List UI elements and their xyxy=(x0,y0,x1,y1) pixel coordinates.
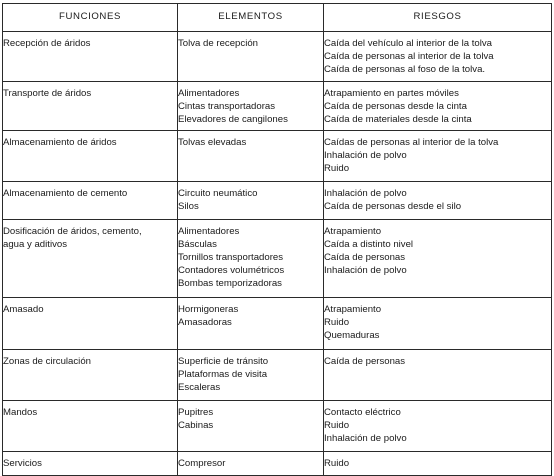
elemento-text: Básculas xyxy=(178,239,217,251)
elemento-text: Alimentadores xyxy=(178,226,240,238)
riesgo-text: Caída de personas xyxy=(324,356,406,368)
funcion-text: Recepción de áridos xyxy=(3,38,91,49)
elementos-cell xyxy=(178,182,324,220)
table-row xyxy=(3,401,552,452)
elementos-cell xyxy=(178,350,324,401)
elemento-text: Silos xyxy=(178,201,199,213)
funcion-cell xyxy=(3,182,178,220)
table-row xyxy=(3,452,552,476)
elemento-text: Circuito neumático xyxy=(178,188,258,200)
funcion-cell xyxy=(3,131,178,182)
elemento-text: Plataformas de visita xyxy=(178,369,268,381)
elemento-text: Escaleras xyxy=(178,381,221,393)
riesgo-text: Ruido xyxy=(324,420,350,432)
elementos-cell xyxy=(178,220,324,298)
riesgo-text: Caída de personas al interior de la tolva xyxy=(324,50,494,62)
funcion-text: Almacenamiento de áridos xyxy=(3,137,117,149)
funcion-text: Dosificación de áridos, cemento, agua y aditivos xyxy=(3,226,142,251)
elemento-text: Bombas temporizadoras xyxy=(178,277,282,289)
header-elementos: ELEMENTOS xyxy=(178,4,324,32)
funcion-cell xyxy=(3,220,178,298)
riesgo-text: Atrapamiento en partes móviles xyxy=(324,88,459,99)
table-row xyxy=(3,350,552,401)
riesgo-text: Inhalación de polvo xyxy=(324,432,407,444)
riesgo-text: Ruido xyxy=(324,458,350,470)
funcion-cell xyxy=(3,298,178,350)
funcion-cell xyxy=(3,82,178,131)
riesgo-text: Caída de personas desde el silo xyxy=(324,201,462,213)
riesgo-text: Inhalación de polvo xyxy=(324,150,407,162)
elemento-text: Compresor xyxy=(178,458,226,470)
riesgos-cell xyxy=(324,32,552,82)
riesgos-cell xyxy=(324,298,552,350)
elementos-cell xyxy=(178,131,324,182)
table-row xyxy=(3,220,552,298)
riesgos-cell xyxy=(324,82,552,131)
elemento-text: Hormigoneras xyxy=(178,304,239,316)
table-row xyxy=(3,32,552,82)
riesgos-cell xyxy=(324,220,552,298)
elementos-cell xyxy=(178,452,324,476)
riesgo-text: Caída a distinto nivel xyxy=(324,239,414,251)
riesgo-text: Caída de personas desde la cinta xyxy=(324,100,467,112)
elemento-text: Tornillos transportadores xyxy=(178,251,284,263)
header-riesgos: RIESGOS xyxy=(324,4,552,32)
riesgo-text: Quemaduras xyxy=(324,329,380,341)
riesgo-text: Caída de personas xyxy=(324,251,406,263)
riesgo-text: Inhalación de polvo xyxy=(324,264,407,276)
elemento-text: Elevadores de cangilones xyxy=(178,113,288,125)
elementos-cell xyxy=(178,298,324,350)
table-row xyxy=(3,131,552,182)
elemento-text: Tolva de recepción xyxy=(178,38,258,49)
funcion-cell xyxy=(3,452,178,476)
riesgos-cell xyxy=(324,350,552,401)
elemento-text: Superficie de tránsito xyxy=(178,356,269,368)
riesgos-cell xyxy=(324,182,552,220)
elemento-text: Alimentadores xyxy=(178,88,240,99)
table-row xyxy=(3,82,552,131)
riesgo-text: Ruido xyxy=(324,317,350,329)
riesgos-cell xyxy=(324,452,552,476)
elementos-cell xyxy=(178,82,324,131)
riesgo-text: Contacto eléctrico xyxy=(324,407,401,419)
funcion-text: Zonas de circulación xyxy=(3,356,91,368)
funcion-text: Amasado xyxy=(3,304,44,316)
elemento-text: Pupitres xyxy=(178,407,214,419)
riesgos-cell xyxy=(324,401,552,452)
header-funciones: FUNCIONES xyxy=(3,4,178,32)
riesgos-cell xyxy=(324,131,552,182)
funcion-text: Servicios xyxy=(3,458,42,470)
riesgo-text: Caída del vehículo al interior de la tolva xyxy=(324,38,492,49)
funcion-text: Transporte de áridos xyxy=(3,88,92,99)
funcion-text: Almacenamiento de cemento xyxy=(3,188,128,200)
riesgo-text: Caídas de personas al interior de la tolva xyxy=(324,137,499,149)
riesgo-text: Inhalación de polvo xyxy=(324,188,407,200)
table-row xyxy=(3,298,552,350)
funcion-cell xyxy=(3,32,178,82)
risk-table xyxy=(2,3,552,476)
funcion-cell xyxy=(3,401,178,452)
elementos-cell xyxy=(178,401,324,452)
table-header-row xyxy=(3,4,552,32)
riesgo-text: Caída de materiales desde la cinta xyxy=(324,113,472,125)
riesgo-text: Ruido xyxy=(324,162,350,174)
riesgo-text: Atrapamiento xyxy=(324,304,382,316)
table-row xyxy=(3,182,552,220)
riesgo-text: Atrapamiento xyxy=(324,226,382,238)
riesgo-text: Caída de personas al foso de la tolva. xyxy=(324,63,486,75)
elemento-text: Contadores volumétricos xyxy=(178,264,285,276)
elemento-text: Cintas transportadoras xyxy=(178,100,276,112)
elemento-text: Cabinas xyxy=(178,420,214,432)
elemento-text: Amasadoras xyxy=(178,317,232,329)
elemento-text: Tolvas elevadas xyxy=(178,137,247,149)
elementos-cell xyxy=(178,32,324,82)
funcion-cell xyxy=(3,350,178,401)
funcion-text: Mandos xyxy=(3,407,38,419)
